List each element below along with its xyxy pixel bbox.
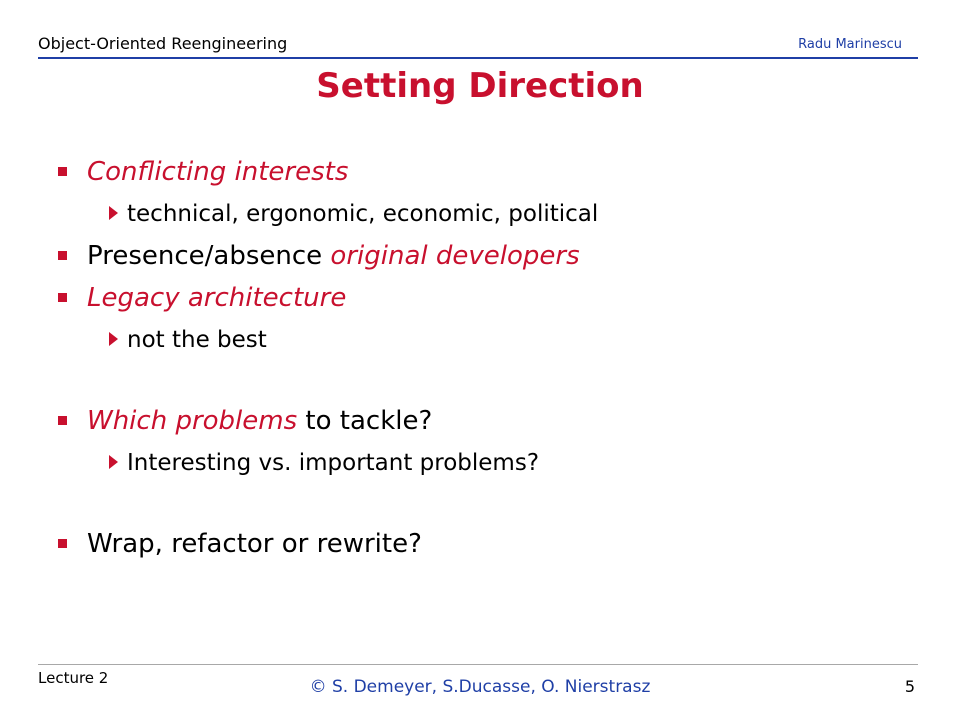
triangle-bullet-icon — [109, 206, 118, 220]
bullet-text: Presence/absence — [87, 241, 331, 271]
bullet-item — [55, 524, 915, 564]
emphasis-text: original developers — [330, 241, 580, 271]
page-number: 5 — [904, 677, 915, 696]
slide-title: Setting Direction — [316, 66, 644, 106]
bullet-text: to tackle? — [297, 406, 433, 436]
bullet-text: Wrap, refactor or rewrite? — [87, 529, 422, 559]
bullet-item — [55, 236, 915, 276]
triangle-bullet-icon — [109, 455, 118, 469]
lecture-label: Lecture 2 — [38, 669, 109, 687]
emphasis-text: Which problems — [87, 406, 298, 436]
sub-bullet-item — [55, 194, 915, 234]
bullet-item — [55, 278, 915, 318]
sub-bullet-item — [55, 443, 915, 483]
square-bullet-icon — [58, 539, 67, 548]
header-rule — [38, 57, 918, 59]
bullet-list — [55, 150, 915, 564]
triangle-bullet-icon — [109, 332, 118, 346]
square-bullet-icon — [58, 167, 67, 176]
bullet-text: Interesting vs. important problems? — [127, 450, 540, 476]
footer-rule — [38, 664, 918, 665]
square-bullet-icon — [58, 293, 67, 302]
sub-bullet-item — [55, 320, 915, 360]
course-title: Object-Oriented Reengineering — [38, 34, 288, 53]
bullet-text: not the best — [127, 327, 267, 353]
bullet-item — [55, 401, 915, 441]
author-name: Radu Marinescu — [798, 37, 902, 52]
bullet-text: technical, ergonomic, economic, political — [127, 201, 599, 227]
copyright-notice: © S. Demeyer, S.Ducasse, O. Nierstrasz — [309, 677, 651, 697]
square-bullet-icon — [58, 251, 67, 260]
emphasis-text: Conflicting interests — [87, 157, 349, 187]
bullet-item — [55, 152, 915, 192]
square-bullet-icon — [58, 416, 67, 425]
emphasis-text: Legacy architecture — [87, 283, 347, 313]
